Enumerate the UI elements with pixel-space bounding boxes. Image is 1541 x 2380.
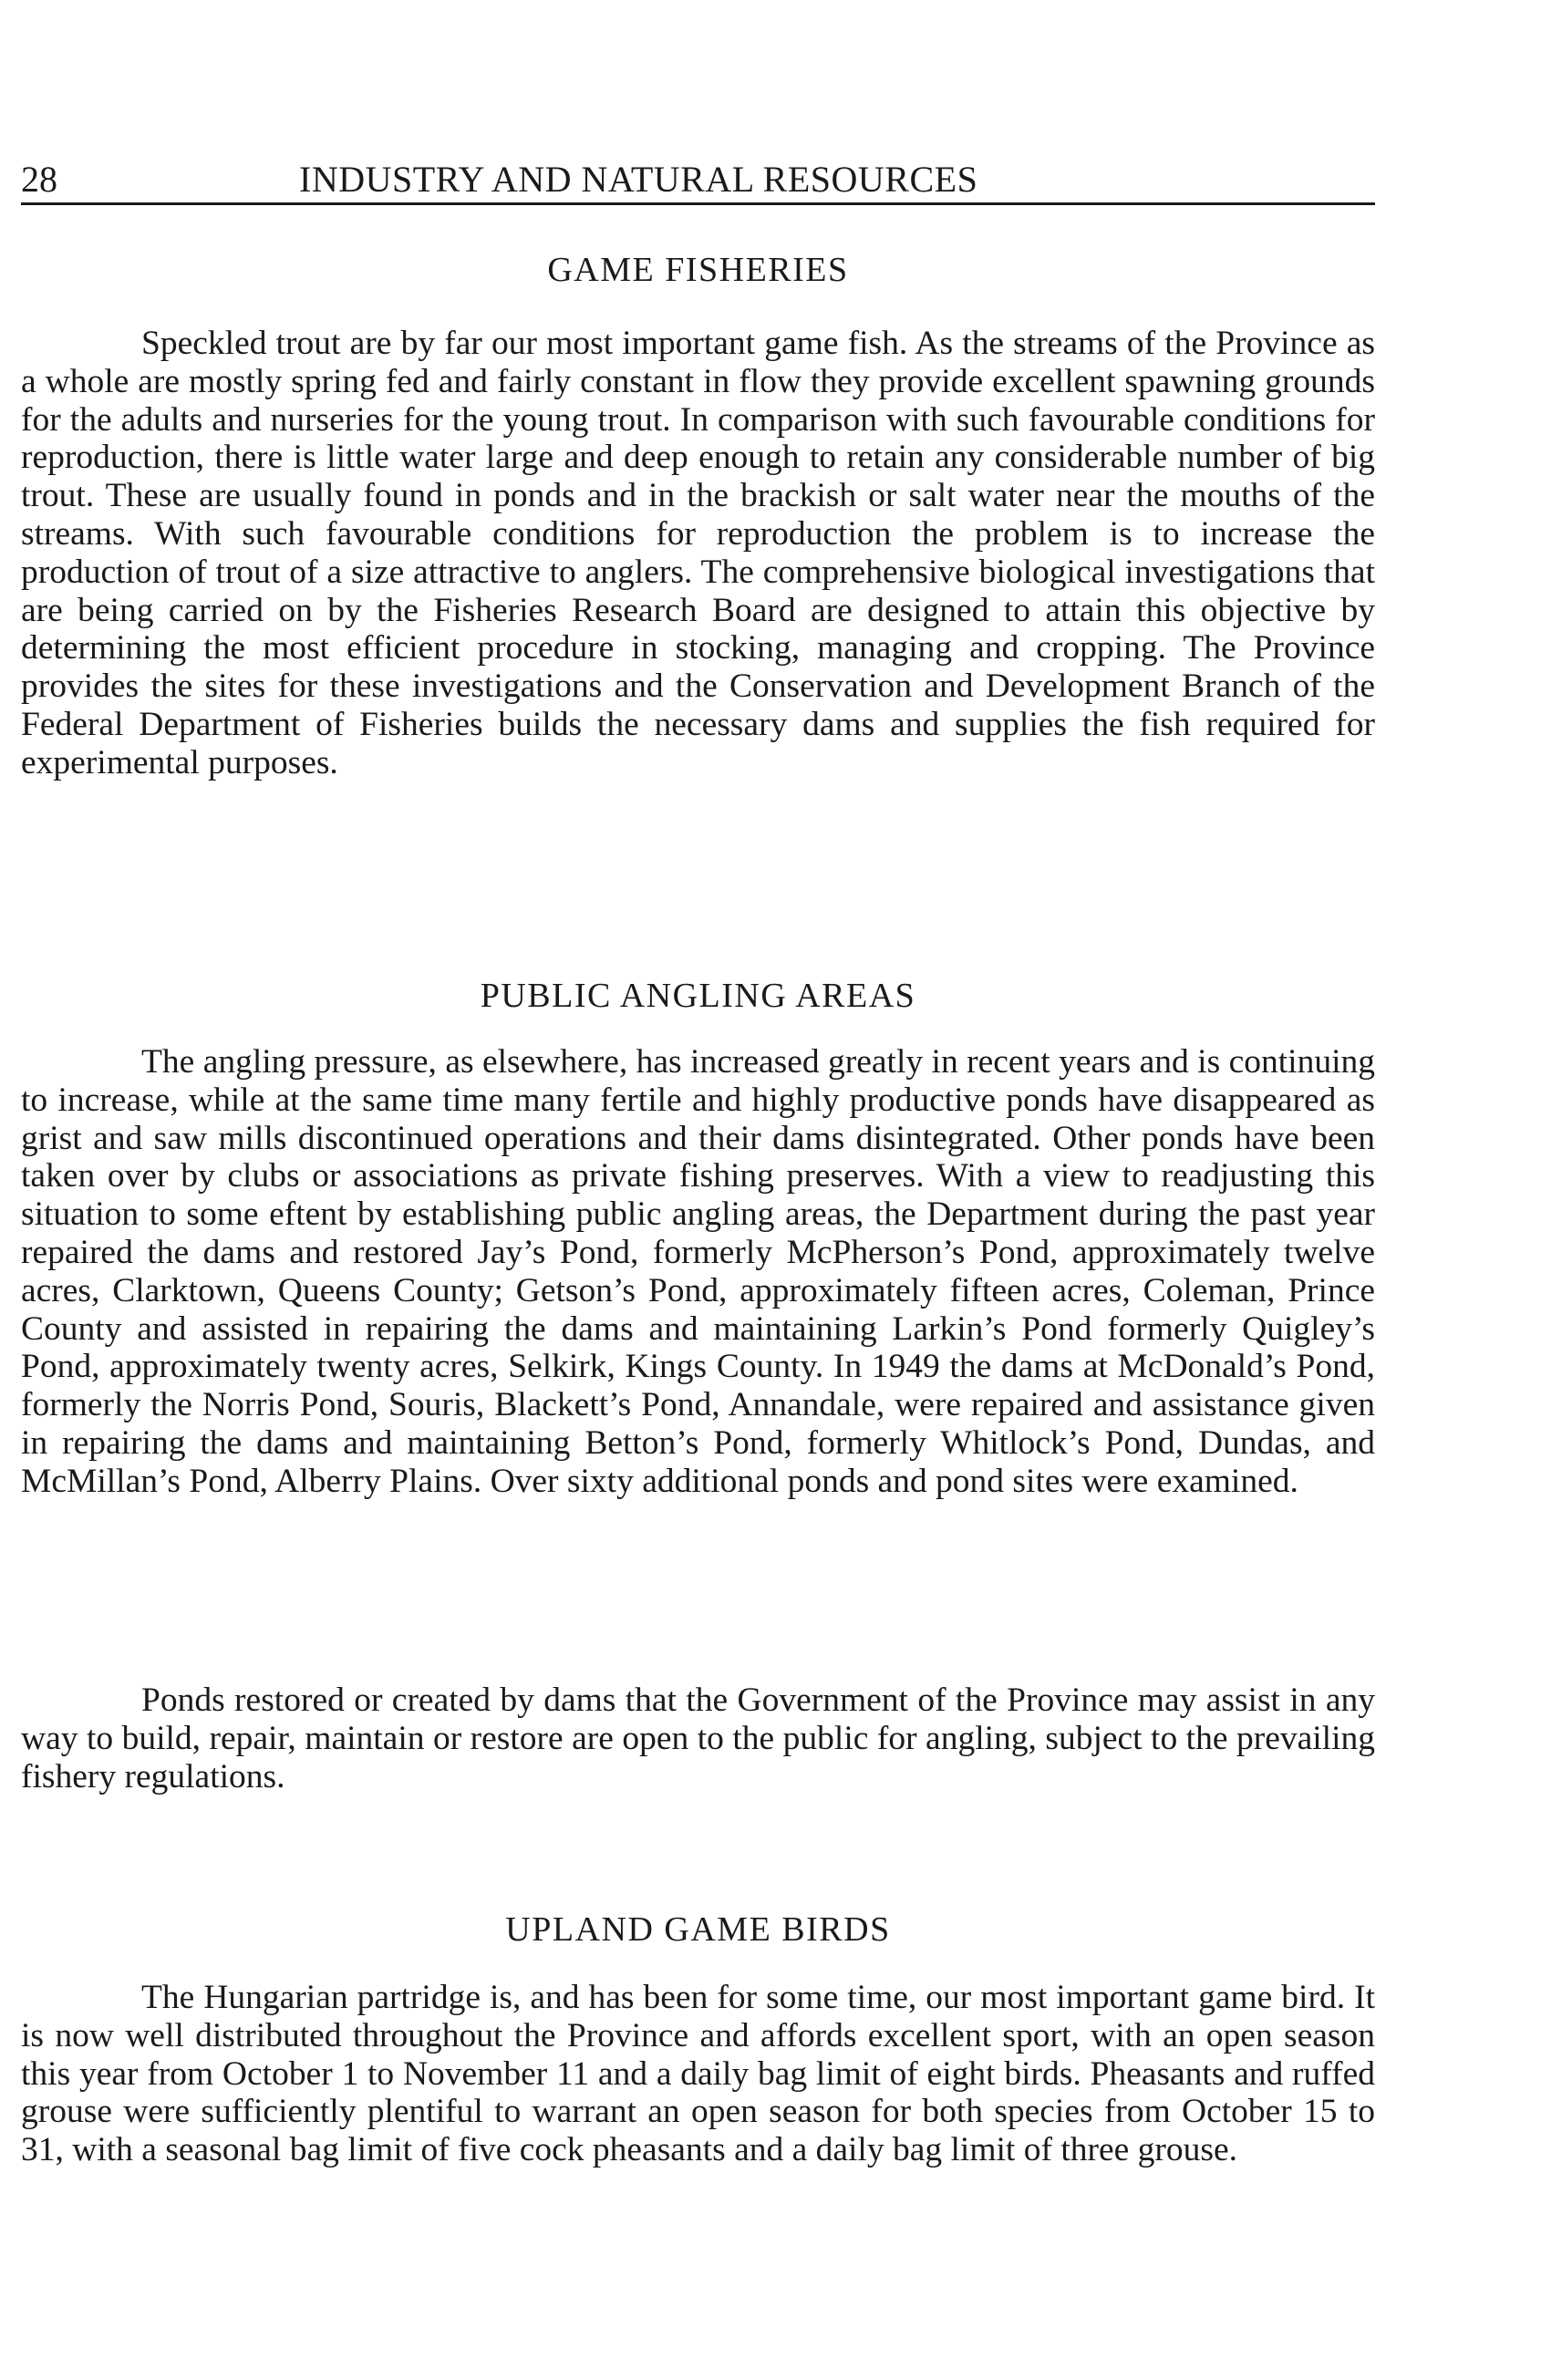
section-heading-upland-game-birds: UPLAND GAME BIRDS [505,1910,891,1949]
running-title: INDUSTRY AND NATURAL RESOURCES [299,159,978,200]
page-number: 28 [21,159,57,200]
section-heading-game-fisheries: GAME FISHERIES [547,251,849,289]
section-heading-public-angling-areas: PUBLIC ANGLING AREAS [480,977,916,1015]
paragraph-upland-game-birds: The Hungarian partridge is, and has been for some time, our most important game bird. It is now well distributed throughout the Province and affords excellent sport, with an open season this year from October 1 to November 11 and a daily bag limit of eight birds. Pheasants and ruffed grouse were sufficiently plentiful to warrant an open season for both species from October 15 to 31, with a seasonal bag limit of five cock pheasants and a daily bag limit of three grouse. [21,1979,1375,2169]
running-header [21,157,1375,205]
paragraph-public-angling-areas-1: The angling pressure, as elsewhere, has increased greatly in recent years and is continuing to increase, while at the same time many fertile and highly productive ponds have disappeared as grist and saw mills discontinued operations and their dams disintegrated. Other ponds have been taken over by clubs or associations as private fishing preserves. With a view to readjusting this situation to some eftent by establishing public angling areas, the Department during the past year repaired the dams and restored Jay’s Pond, formerly McPherson’s Pond, approximately twelve acres, Clarktown, Queens County; Getson’s Pond, approximately fifteen acres, Coleman, Prince County and assisted in repairing the dams and maintaining Larkin’s Pond formerly Quigley’s Pond, approximately twenty acres, Selkirk, Kings County. In 1949 the dams at McDonald’s Pond, formerly the Norris Pond, Souris, Blackett’s Pond, Annandale, were repaired and assistance given in repairing the dams and maintaining Betton’s Pond, formerly Whitlock’s Pond, Dundas, and McMillan’s Pond, Alberry Plains. Over sixty additional ponds and pond sites were examined. [21,1043,1375,1500]
paragraph-public-angling-areas-2: Ponds restored or created by dams that the Government of the Province may assist in any way to build, repair, maintain or restore are open to the public for angling, subject to the prevailing fishery regulations. [21,1682,1375,1795]
paragraph-game-fisheries: Speckled trout are by far our most important game fish. As the streams of the Province as a whole are mostly spring fed and fairly constant in flow they provide excellent spawning grounds for the adults and nurseries for the young trout. In comparison with such favourable conditions for reproduction, there is little water large and deep enough to retain any considerable number of big trout. These are usually found in ponds and in the brackish or salt water near the mouths of the streams. With such favourable conditions for reproduction the problem is to increase the production of trout of a size attractive to anglers. The comprehensive biological investigations that are being carried on by the Fisheries Research Board are designed to attain this objective by determining the most efficient procedure in stocking, managing and cropping. The Province provides the sites for these investigations and the Conservation and Development Branch of the Federal Department of Fisheries builds the necessary dams and supplies the fish required for experimental purposes. [21,325,1375,781]
